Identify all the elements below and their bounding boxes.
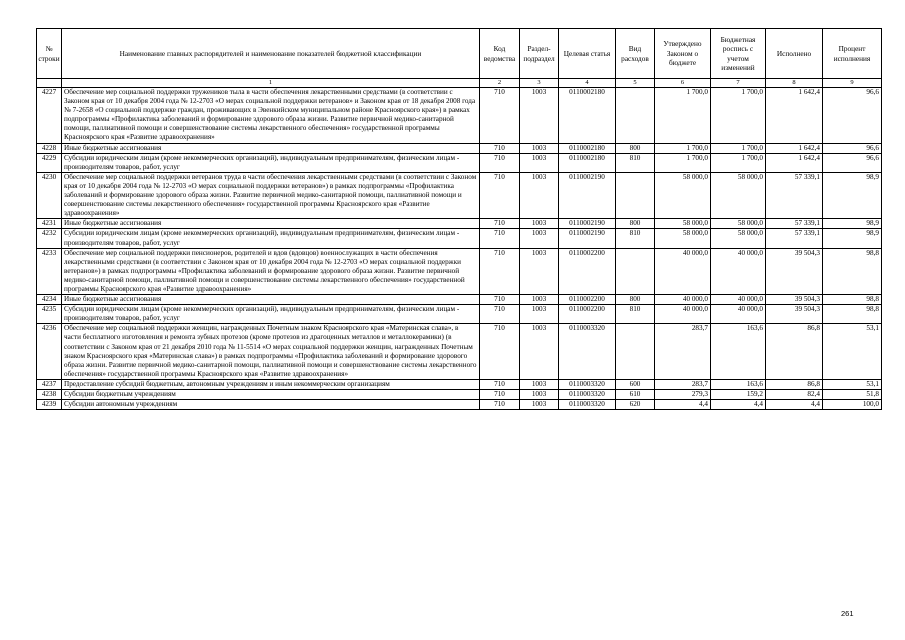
expense-type bbox=[616, 172, 655, 218]
row-number: 4232 bbox=[37, 229, 62, 248]
plan-amount: 163,6 bbox=[711, 379, 766, 389]
column-number: 8 bbox=[766, 79, 823, 88]
row-name: Иные бюджетные ассигнования bbox=[62, 219, 480, 229]
row-name: Субсидии юридическим лицам (кроме некоммерческих организаций), индивидуальным предпринимателям, физическим лицам - производителям товаров, работ, услуг bbox=[62, 229, 480, 248]
plan-amount: 159,2 bbox=[711, 390, 766, 400]
dept-code: 710 bbox=[480, 153, 520, 172]
subsection-code: 1003 bbox=[520, 153, 559, 172]
execution-percent: 51,8 bbox=[823, 390, 882, 400]
target-article: 0110002190 bbox=[559, 172, 616, 218]
subsection-code: 1003 bbox=[520, 305, 559, 324]
executed-amount: 1 642,4 bbox=[766, 88, 823, 144]
dept-code: 710 bbox=[480, 379, 520, 389]
row-number: 4230 bbox=[37, 172, 62, 218]
dept-code: 710 bbox=[480, 88, 520, 144]
approved-amount: 40 000,0 bbox=[655, 295, 711, 305]
dept-code: 710 bbox=[480, 390, 520, 400]
column-number: 6 bbox=[655, 79, 711, 88]
approved-amount: 4,4 bbox=[655, 400, 711, 410]
row-number: 4239 bbox=[37, 400, 62, 410]
execution-percent: 96,6 bbox=[823, 153, 882, 172]
row-number: 4228 bbox=[37, 143, 62, 153]
row-name: Предоставление субсидий бюджетным, автономным учреждениям и иным некоммерческим организациям bbox=[62, 379, 480, 389]
plan-amount: 163,6 bbox=[711, 324, 766, 380]
approved-amount: 1 700,0 bbox=[655, 88, 711, 144]
expense-type: 800 bbox=[616, 295, 655, 305]
execution-percent: 98,9 bbox=[823, 229, 882, 248]
column-number: 9 bbox=[823, 79, 882, 88]
expense-type: 620 bbox=[616, 400, 655, 410]
executed-amount: 4,4 bbox=[766, 400, 823, 410]
row-name: Иные бюджетные ассигнования bbox=[62, 295, 480, 305]
table-row bbox=[37, 295, 882, 305]
execution-percent: 98,9 bbox=[823, 172, 882, 218]
target-article: 0110002190 bbox=[559, 219, 616, 229]
table-row bbox=[37, 400, 882, 410]
expense-type: 810 bbox=[616, 229, 655, 248]
expense-type: 600 bbox=[616, 379, 655, 389]
subsection-code: 1003 bbox=[520, 400, 559, 410]
dept-code: 710 bbox=[480, 305, 520, 324]
column-number: 5 bbox=[616, 79, 655, 88]
subsection-code: 1003 bbox=[520, 390, 559, 400]
target-article: 0110002200 bbox=[559, 305, 616, 324]
target-article: 0110003320 bbox=[559, 324, 616, 380]
row-number: 4233 bbox=[37, 248, 62, 294]
plan-amount: 40 000,0 bbox=[711, 295, 766, 305]
table-row bbox=[37, 324, 882, 380]
approved-amount: 58 000,0 bbox=[655, 229, 711, 248]
expense-type: 810 bbox=[616, 153, 655, 172]
header-approved: Утверждено Законом о бюджете bbox=[655, 29, 711, 79]
row-number: 4231 bbox=[37, 219, 62, 229]
subsection-code: 1003 bbox=[520, 229, 559, 248]
executed-amount: 39 504,3 bbox=[766, 248, 823, 294]
target-article: 0110002190 bbox=[559, 229, 616, 248]
table-row bbox=[37, 172, 882, 218]
header-row bbox=[37, 29, 882, 79]
expense-type bbox=[616, 248, 655, 294]
expense-type bbox=[616, 88, 655, 144]
target-article: 0110002180 bbox=[559, 153, 616, 172]
executed-amount: 1 642,4 bbox=[766, 143, 823, 153]
subsection-code: 1003 bbox=[520, 88, 559, 144]
target-article: 0110003320 bbox=[559, 400, 616, 410]
approved-amount: 1 700,0 bbox=[655, 143, 711, 153]
plan-amount: 4,4 bbox=[711, 400, 766, 410]
plan-amount: 1 700,0 bbox=[711, 143, 766, 153]
expense-type: 800 bbox=[616, 143, 655, 153]
plan-amount: 58 000,0 bbox=[711, 172, 766, 218]
executed-amount: 1 642,4 bbox=[766, 153, 823, 172]
row-number: 4237 bbox=[37, 379, 62, 389]
dept-code: 710 bbox=[480, 248, 520, 294]
executed-amount: 39 504,3 bbox=[766, 305, 823, 324]
dept-code: 710 bbox=[480, 229, 520, 248]
executed-amount: 57 339,1 bbox=[766, 219, 823, 229]
dept-code: 710 bbox=[480, 400, 520, 410]
row-name: Иные бюджетные ассигнования bbox=[62, 143, 480, 153]
table-row bbox=[37, 390, 882, 400]
header-exp-type: Вид расходов bbox=[616, 29, 655, 79]
subsection-code: 1003 bbox=[520, 248, 559, 294]
subsection-code: 1003 bbox=[520, 324, 559, 380]
row-number: 4235 bbox=[37, 305, 62, 324]
target-article: 0110002200 bbox=[559, 248, 616, 294]
header-percent: Процент исполнения bbox=[823, 29, 882, 79]
expense-type: 610 bbox=[616, 390, 655, 400]
execution-percent: 96,6 bbox=[823, 88, 882, 144]
row-name: Обеспечение мер социальной поддержки пенсионеров, родителей и вдов (вдовцов) военнослужащих в части обеспечения лекарственными средствами (в соответствии с Законом края от 10 декабря 2004 года № 12-2703 «О мерах социальной поддержки ветеранов») в рамках подпрограммы «Профилактика заболеваний и формирование здорового образа жизни. Развитие первичной медико-санитарной помощи, паллиативной помощи и совершенствование системы лекарственного обеспечения» государственной программы Красноярского края «Развитие здравоохранения» bbox=[62, 248, 480, 294]
dept-code: 710 bbox=[480, 219, 520, 229]
subsection-code: 1003 bbox=[520, 143, 559, 153]
executed-amount: 86,8 bbox=[766, 379, 823, 389]
approved-amount: 58 000,0 bbox=[655, 172, 711, 218]
approved-amount: 58 000,0 bbox=[655, 219, 711, 229]
row-name: Обеспечение мер социальной поддержки ветеранов труда в части обеспечения лекарственными средствами (в соответствии с Законом края от 10 декабря 2004 года № 12-2703 «О мерах социальной поддержки ветеранов») в рамках подпрограммы «Профилактика заболеваний и формирование здорового образа жизни. Развитие первичной медико-санитарной помощи, паллиативной помощи и совершенствование системы лекарственного обеспечения» государственной программы Красноярского края «Развитие здравоохранения» bbox=[62, 172, 480, 218]
executed-amount: 57 339,1 bbox=[766, 229, 823, 248]
target-article: 0110002180 bbox=[559, 88, 616, 144]
column-number: 1 bbox=[62, 79, 480, 88]
row-name: Обеспечение мер социальной поддержки женщин, награжденных Почетным знаком Красноярского края «Материнская слава», в части бесплатного изготовления и ремонта зубных протезов (кроме протезов из драгоценных металлов и металлокерамики) (в соответствии с Законом края от 21 декабря 2010 года № 11-5514 «О мерах социальной поддержки женщин, награжденных Почетным знаком Красноярского края «Материнская слава») в рамках подпрограммы «Профилактика заболеваний и формирование здорового образа жизни. Развитие первичной медико-санитарной помощи, паллиативной помощи и совершенствование системы лекарственного обеспечения» государственной программы Красноярского края «Развитие здравоохранения» bbox=[62, 324, 480, 380]
header-name: Наименование главных распорядителей и наименование показателей бюджетной классификации bbox=[62, 29, 480, 79]
column-number-row bbox=[37, 79, 882, 88]
page-number: 261 bbox=[841, 609, 854, 618]
header-target: Целевая статья bbox=[559, 29, 616, 79]
dept-code: 710 bbox=[480, 172, 520, 218]
execution-percent: 98,8 bbox=[823, 248, 882, 294]
plan-amount: 40 000,0 bbox=[711, 248, 766, 294]
table-row bbox=[37, 219, 882, 229]
subsection-code: 1003 bbox=[520, 172, 559, 218]
row-number: 4238 bbox=[37, 390, 62, 400]
row-name: Субсидии юридическим лицам (кроме некоммерческих организаций), индивидуальным предпринимателям, физическим лицам - производителям товаров, работ, услуг bbox=[62, 305, 480, 324]
executed-amount: 86,8 bbox=[766, 324, 823, 380]
executed-amount: 57 339,1 bbox=[766, 172, 823, 218]
dept-code: 710 bbox=[480, 143, 520, 153]
execution-percent: 53,1 bbox=[823, 324, 882, 380]
plan-amount: 58 000,0 bbox=[711, 219, 766, 229]
row-number: 4236 bbox=[37, 324, 62, 380]
expense-type: 810 bbox=[616, 305, 655, 324]
approved-amount: 1 700,0 bbox=[655, 153, 711, 172]
execution-percent: 98,8 bbox=[823, 305, 882, 324]
execution-percent: 53,1 bbox=[823, 379, 882, 389]
approved-amount: 283,7 bbox=[655, 324, 711, 380]
expense-type: 800 bbox=[616, 219, 655, 229]
column-number: 2 bbox=[480, 79, 520, 88]
table-row bbox=[37, 305, 882, 324]
row-name: Субсидии бюджетным учреждениям bbox=[62, 390, 480, 400]
table-row bbox=[37, 379, 882, 389]
row-number: 4227 bbox=[37, 88, 62, 144]
header-code-dept: Код ведомства bbox=[480, 29, 520, 79]
table-row bbox=[37, 229, 882, 248]
plan-amount: 40 000,0 bbox=[711, 305, 766, 324]
row-number: 4234 bbox=[37, 295, 62, 305]
approved-amount: 279,3 bbox=[655, 390, 711, 400]
header-plan: Бюджетная роспись с учетом изменений bbox=[711, 29, 766, 79]
plan-amount: 58 000,0 bbox=[711, 229, 766, 248]
subsection-code: 1003 bbox=[520, 219, 559, 229]
subsection-code: 1003 bbox=[520, 379, 559, 389]
approved-amount: 40 000,0 bbox=[655, 305, 711, 324]
executed-amount: 82,4 bbox=[766, 390, 823, 400]
execution-percent: 98,8 bbox=[823, 295, 882, 305]
table-row bbox=[37, 248, 882, 294]
executed-amount: 39 504,3 bbox=[766, 295, 823, 305]
column-number: 7 bbox=[711, 79, 766, 88]
execution-percent: 98,9 bbox=[823, 219, 882, 229]
subsection-code: 1003 bbox=[520, 295, 559, 305]
execution-percent: 100,0 bbox=[823, 400, 882, 410]
header-row-no: № строки bbox=[37, 29, 62, 79]
table-row bbox=[37, 88, 882, 144]
table-row bbox=[37, 153, 882, 172]
plan-amount: 1 700,0 bbox=[711, 153, 766, 172]
header-executed: Исполнено bbox=[766, 29, 823, 79]
plan-amount: 1 700,0 bbox=[711, 88, 766, 144]
target-article: 0110003320 bbox=[559, 379, 616, 389]
column-number: 4 bbox=[559, 79, 616, 88]
expense-type bbox=[616, 324, 655, 380]
row-name: Субсидии юридическим лицам (кроме некоммерческих организаций), индивидуальным предпринимателям, физическим лицам - производителям товаров, работ, услуг bbox=[62, 153, 480, 172]
column-number bbox=[37, 79, 62, 88]
header-subsection: Раздел-подраздел bbox=[520, 29, 559, 79]
approved-amount: 40 000,0 bbox=[655, 248, 711, 294]
row-name: Субсидии автономным учреждениям bbox=[62, 400, 480, 410]
dept-code: 710 bbox=[480, 295, 520, 305]
column-number: 3 bbox=[520, 79, 559, 88]
execution-percent: 96,6 bbox=[823, 143, 882, 153]
table-body bbox=[37, 88, 882, 410]
row-name: Обеспечение мер социальной поддержки тружеников тыла в части обеспечения лекарственными средствами (в соответствии с Законом края от 10 декабря 2004 года № 12-2703 «О мерах социальной поддержки ветеранов» и Законом края от 18 декабря 2008 года № 7-2658 «О социальной поддержке граждан, проживающих в Эвенкийском муниципальном районе Красноярского края») в рамках подпрограммы «Профилактика заболеваний и формирование здорового образа жизни. Развитие первичной медико-санитарной помощи, паллиативной помощи и совершенствование системы лекарственного обеспечения» государственной программы Красноярского края «Развитие здравоохранения» bbox=[62, 88, 480, 144]
target-article: 0110002200 bbox=[559, 295, 616, 305]
row-number: 4229 bbox=[37, 153, 62, 172]
budget-table bbox=[36, 28, 882, 410]
target-article: 0110003320 bbox=[559, 390, 616, 400]
table-row bbox=[37, 143, 882, 153]
target-article: 0110002180 bbox=[559, 143, 616, 153]
dept-code: 710 bbox=[480, 324, 520, 380]
approved-amount: 283,7 bbox=[655, 379, 711, 389]
